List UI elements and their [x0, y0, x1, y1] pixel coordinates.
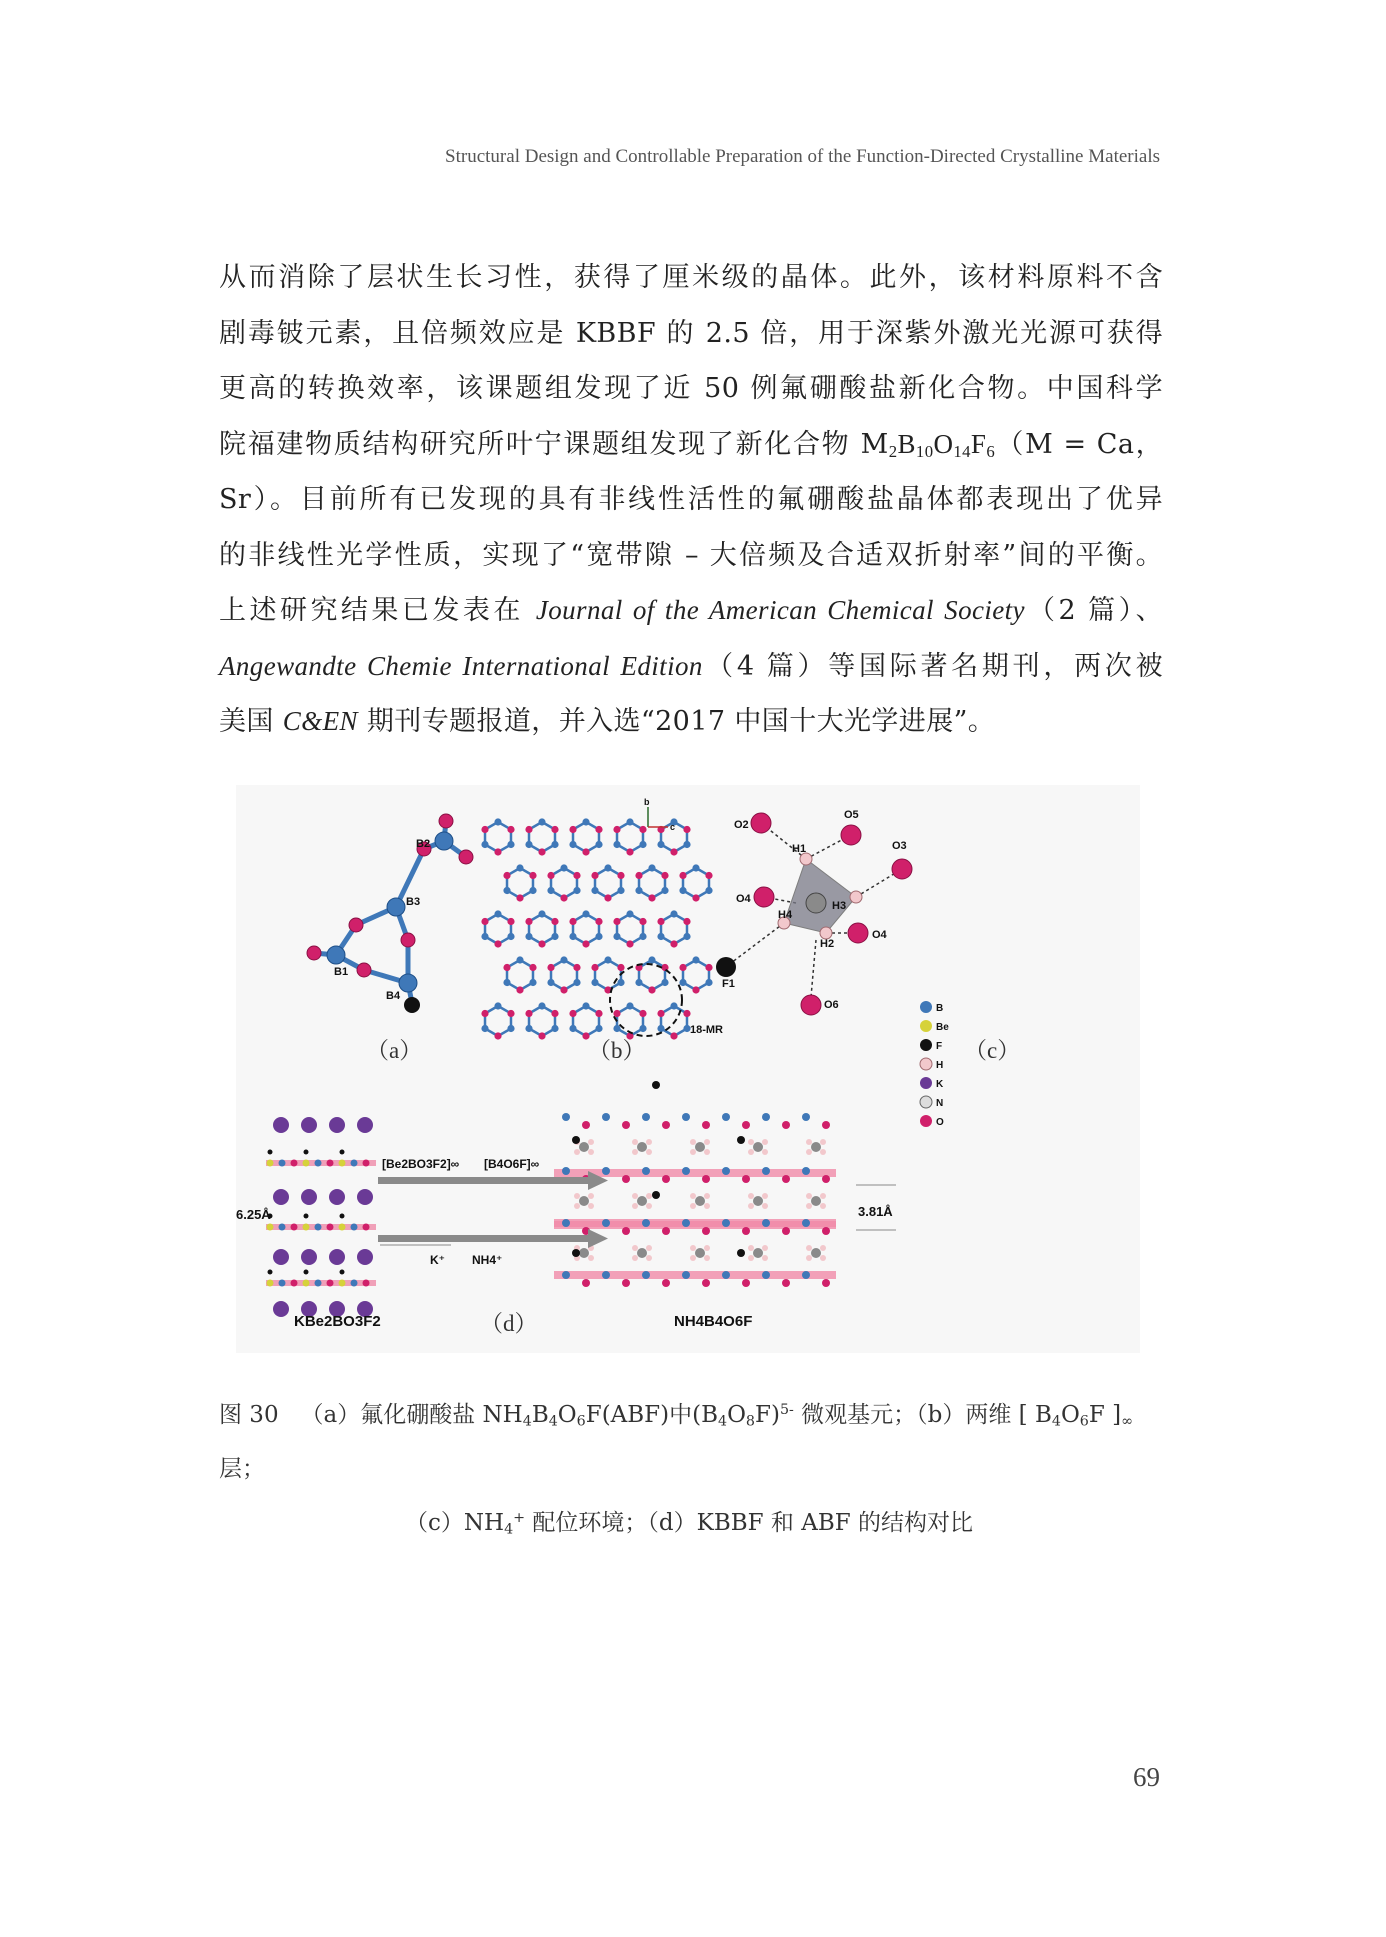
arrow-label-k: K⁺: [430, 1253, 445, 1267]
body-line-7: 上述研究结果已发表在 Journal of the American Chemical Society（2 篇）、: [219, 595, 1163, 626]
panel-c-label: （c）: [964, 1038, 1021, 1063]
body-paragraph: [219, 250, 1163, 750]
svg-text:O5: O5: [844, 809, 859, 821]
body-line-9: 美国 C&EN 期刊专题报道，并入选“2017 中国十大光学进展”。: [219, 706, 996, 737]
figure-background: [236, 785, 1140, 1353]
abf-spacing: 3.81Å: [858, 1204, 893, 1219]
body-line-8: Angewandte Chemie International Edition（4 篇）等国际著名期刊，两次被: [219, 650, 1163, 682]
journal-name: Journal of the American Chemical Society: [535, 595, 1025, 625]
body-line-3: 更高的转换效率，该课题组发现了近 50 例氟硼酸盐新化合物。中国科学: [219, 373, 1163, 404]
journal-name: C&EN: [282, 706, 358, 736]
caption-line-1: 图 30 （a）氟化硼酸盐 $NH_4B_4O_6F(ABF)$中$(B_4O_8F)^{5-}$ 微观基元；（b）两维 [ $B_4O_6F$ ]$_\infty$层；: [219, 1402, 1133, 1482]
caption-line-2: $(c)NH_4^+$ 配位环境；（d）KBBF 和 ABF 的结构对比: [405, 1510, 973, 1538]
body-line-4: 院福建物质结构研究所叶宁课题组发现了新化合物 $M_2B_{10}O_{14}F_6(M = Ca$，: [219, 428, 1164, 461]
svg-text:O4: O4: [872, 929, 887, 941]
svg-text:N: N: [936, 1098, 944, 1109]
body-line-5: Sr）。目前所有已发现的具有非线性活性的氟硼酸盐晶体都表现出了优异: [219, 484, 1163, 515]
svg-text:H3: H3: [832, 900, 847, 912]
figure-30: [236, 785, 1140, 1353]
atom-label: B3: [406, 896, 421, 908]
svg-text:b: b: [644, 797, 650, 807]
arrow-label-left: [Be2BO3F2]∞: [382, 1157, 460, 1171]
svg-text:Be: Be: [936, 1022, 949, 1033]
body-line-2: 剧毒铍元素，且倍频效应是 KBBF 的 2.5 倍，用于深紫外激光光源可获得: [219, 317, 1163, 349]
figure-caption: [219, 1388, 1159, 1550]
atom-label: B4: [386, 990, 401, 1002]
svg-text:H1: H1: [792, 843, 807, 855]
running-title: Structural Design and Controllable Preparation of the Function-Directed Crystalline Materials: [445, 146, 1160, 167]
kbbf-spacing: 6.25Å: [236, 1207, 271, 1222]
svg-text:H4: H4: [778, 909, 793, 921]
atom-label: B2: [416, 838, 431, 850]
svg-text:H2: H2: [820, 938, 835, 950]
page-number: 69: [1133, 1762, 1160, 1792]
svg-text:O2: O2: [734, 819, 749, 831]
svg-text:H: H: [936, 1060, 944, 1071]
svg-text:B: B: [936, 1003, 944, 1014]
panel-d-label: （d）: [480, 1311, 538, 1336]
arrow-label-right: [B4O6F]∞: [484, 1157, 540, 1171]
journal-name: Angewandte Chemie International Edition: [219, 650, 703, 681]
svg-text:F1: F1: [722, 978, 735, 990]
kbbf-formula: KBe2BO3F2: [294, 1313, 381, 1330]
svg-text:c: c: [670, 822, 676, 832]
panel-b-label: （b）: [588, 1038, 646, 1063]
panel-a-label: （a）: [366, 1038, 423, 1063]
svg-text:O3: O3: [892, 840, 907, 852]
ring-label: 18-MR: [690, 1024, 724, 1036]
body-line-6: 的非线性光学性质，实现了“宽带隙 – 大倍频及合适双折射率”间的平衡。: [219, 539, 1163, 571]
svg-text:O6: O6: [824, 999, 839, 1011]
body-line-1: 从而消除了层状生长习性，获得了厘米级的晶体。此外，该材料原料不含: [219, 262, 1163, 293]
svg-text:F: F: [936, 1041, 943, 1052]
svg-text:O: O: [936, 1117, 944, 1128]
svg-text:K: K: [936, 1079, 944, 1090]
atom-label: B1: [334, 966, 349, 978]
abf-formula: NH4B4O6F: [674, 1313, 753, 1330]
svg-text:O4: O4: [736, 893, 751, 905]
figure-number: 图 30: [219, 1402, 279, 1428]
arrow-label-nh4: NH4⁺: [472, 1253, 503, 1267]
